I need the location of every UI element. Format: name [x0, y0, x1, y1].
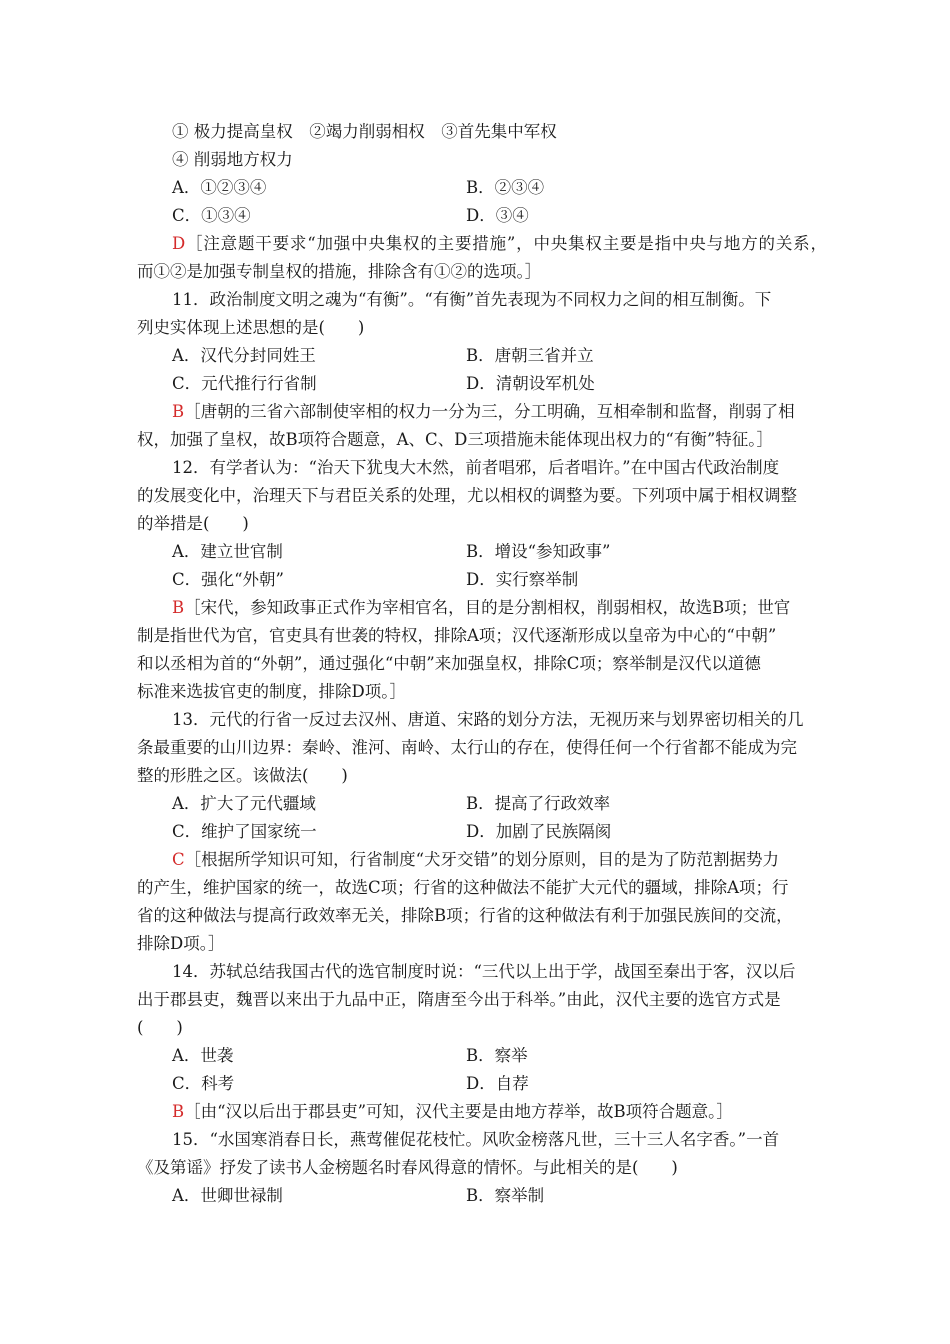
- q13-stem-line2: 条最重要的山川边界：秦岭、淮河、南岭、太行山的存在，使得任何一个行省都不能成为完: [137, 738, 797, 757]
- q11-option-a: A．汉代分封同姓王: [172, 346, 316, 365]
- q11-option-d: D．清朝设军机处: [466, 374, 595, 393]
- q10-option-b: B．②③④: [466, 178, 545, 197]
- q14-option-d: D．自荐: [466, 1074, 529, 1093]
- q14-answer: B: [172, 1102, 185, 1121]
- q15-option-a: A．世卿世禄制: [172, 1186, 283, 1205]
- q12-stem-line1: 12．有学者认为：“治天下犹曳大木然，前者唱邪，后者唱许。”在中国古代政治制度: [172, 458, 780, 477]
- q12-stem-line2: 的发展变化中，治理天下与君臣关系的处理，尤以相权的调整为要。下列项中属于相权调整: [137, 486, 797, 505]
- q14-explanation-line1: [172, 1098, 862, 1126]
- q11-option-c: C．元代推行行省制: [172, 374, 317, 393]
- q10-answer: D: [172, 234, 186, 253]
- q11-stem-line1: 11．政治制度文明之魂为“有衡”。“有衡”首先表现为不同权力之间的相互制衡。下: [172, 290, 772, 309]
- q14-stem-line2: 出于郡县吏，魏晋以来出于九品中正，隋唐至今出于科举。”由此，汉代主要的选官方式是: [137, 990, 781, 1009]
- q10-explanation-text1: ［注意题干要求“加强中央集权的主要措施”，中央集权主要是指中央与地方的关系，: [185, 234, 827, 253]
- q11-answer: B: [172, 402, 185, 421]
- q15-stem-line2: 《及第谣》抒发了读书人金榜题名时春风得意的情怀。与此相关的是( ): [137, 1158, 678, 1177]
- q13-explanation-line3: 省的这种做法与提高行政效率无关，排除B项；行省的这种做法有利于加强民族间的交流，: [137, 906, 793, 925]
- q13-stem-line1: 13．元代的行省一反过去汉州、唐道、宋路的划分方法，无视历来与划界密切相关的几: [172, 710, 804, 729]
- q14-stem-line3: ( ): [137, 1018, 183, 1037]
- q12-stem-line3: 的举措是( ): [137, 514, 249, 533]
- q14-stem-line1: 14．苏轼总结我国古代的选官制度时说：“三代以上出于学，战国至秦出于客，汉以后: [172, 962, 796, 981]
- q12-explanation-line2: 制是指世代为官，官吏具有世袭的特权，排除A项；汉代逐渐形成以皇帝为中心的“中朝”: [137, 626, 777, 645]
- q13-option-c: C．维护了国家统一: [172, 822, 317, 841]
- q14-option-c: C．科考: [172, 1074, 235, 1093]
- q12-option-a: A．建立世官制: [172, 542, 283, 561]
- q10-items-line1: ① 极力提高皇权 ②竭力削弱相权 ③首先集中军权: [172, 122, 557, 141]
- q11-explanation-line2: 权，加强了皇权，故B项符合题意，A、C、D三项措施未能体现出权力的“有衡”特征。］: [137, 430, 774, 449]
- q12-explanation-line4: 标准来选拔官吏的制度，排除D项。］: [137, 682, 406, 701]
- q13-explanation-text1: ［根据所学知识可知，行省制度“犬牙交错”的划分原则，目的是为了防范割据势力: [184, 850, 779, 869]
- q14-option-a: A．世袭: [172, 1046, 234, 1065]
- q12-option-d: D．实行察举制: [466, 570, 579, 589]
- q14-option-b: B．察举: [466, 1046, 528, 1065]
- q12-explanation-line3: 和以丞相为首的“外朝”，通过强化“中朝”来加强皇权，排除C项；察举制是汉代以道德: [137, 654, 761, 673]
- q11-explanation-text1: ［唐朝的三省六部制使宰相的权力一分为三，分工明确，互相牵制和监督，削弱了相: [184, 402, 795, 421]
- q13-explanation-line4: 排除D项。］: [137, 934, 225, 953]
- q11-stem-line2: 列史实体现上述思想的是( ): [137, 318, 365, 337]
- q12-option-b: B．增设“参知政事”: [466, 542, 611, 561]
- q13-option-a: A．扩大了元代疆域: [172, 794, 316, 813]
- q13-option-b: B．提高了行政效率: [466, 794, 611, 813]
- q12-explanation-line1: [172, 594, 862, 622]
- q12-explanation-text1: ［宋代，参知政事正式作为宰相官名，目的是分割相权，削弱相权，故选B项；世官: [184, 598, 791, 617]
- q13-answer: C: [172, 850, 185, 869]
- q11-option-b: B．唐朝三省并立: [466, 346, 594, 365]
- q12-option-c: C．强化“外朝”: [172, 570, 284, 589]
- q13-explanation-line2: 的产生，维护国家的统一，故选C项；行省的这种做法不能扩大元代的疆域，排除A项；行: [137, 878, 789, 897]
- q10-explanation-line2: 而①②是加强专制皇权的措施，排除含有①②的选项。］: [137, 262, 542, 281]
- q13-option-d: D．加剧了民族隔阂: [466, 822, 612, 841]
- q15-option-b: B．察举制: [466, 1186, 545, 1205]
- q12-answer: B: [172, 598, 185, 617]
- q13-explanation-line1: [172, 846, 862, 874]
- q10-option-d: D．③④: [466, 206, 529, 225]
- q10-option-a: A．①②③④: [172, 178, 267, 197]
- q10-explanation-line1: [172, 230, 827, 258]
- q13-stem-line3: 整的形胜之区。该做法( ): [137, 766, 348, 785]
- q10-option-c: C．①③④: [172, 206, 251, 225]
- q10-items-line2: ④ 削弱地方权力: [172, 150, 293, 169]
- q14-explanation-text1: ［由“汉以后出于郡县吏”可知，汉代主要是由地方荐举，故B项符合题意。］: [184, 1102, 733, 1121]
- q15-stem-line1: 15．“水国寒消春日长，燕莺催促花枝忙。风吹金榜落凡世，三十三人名字香。”一首: [172, 1130, 780, 1149]
- q11-explanation-line1: [172, 398, 862, 426]
